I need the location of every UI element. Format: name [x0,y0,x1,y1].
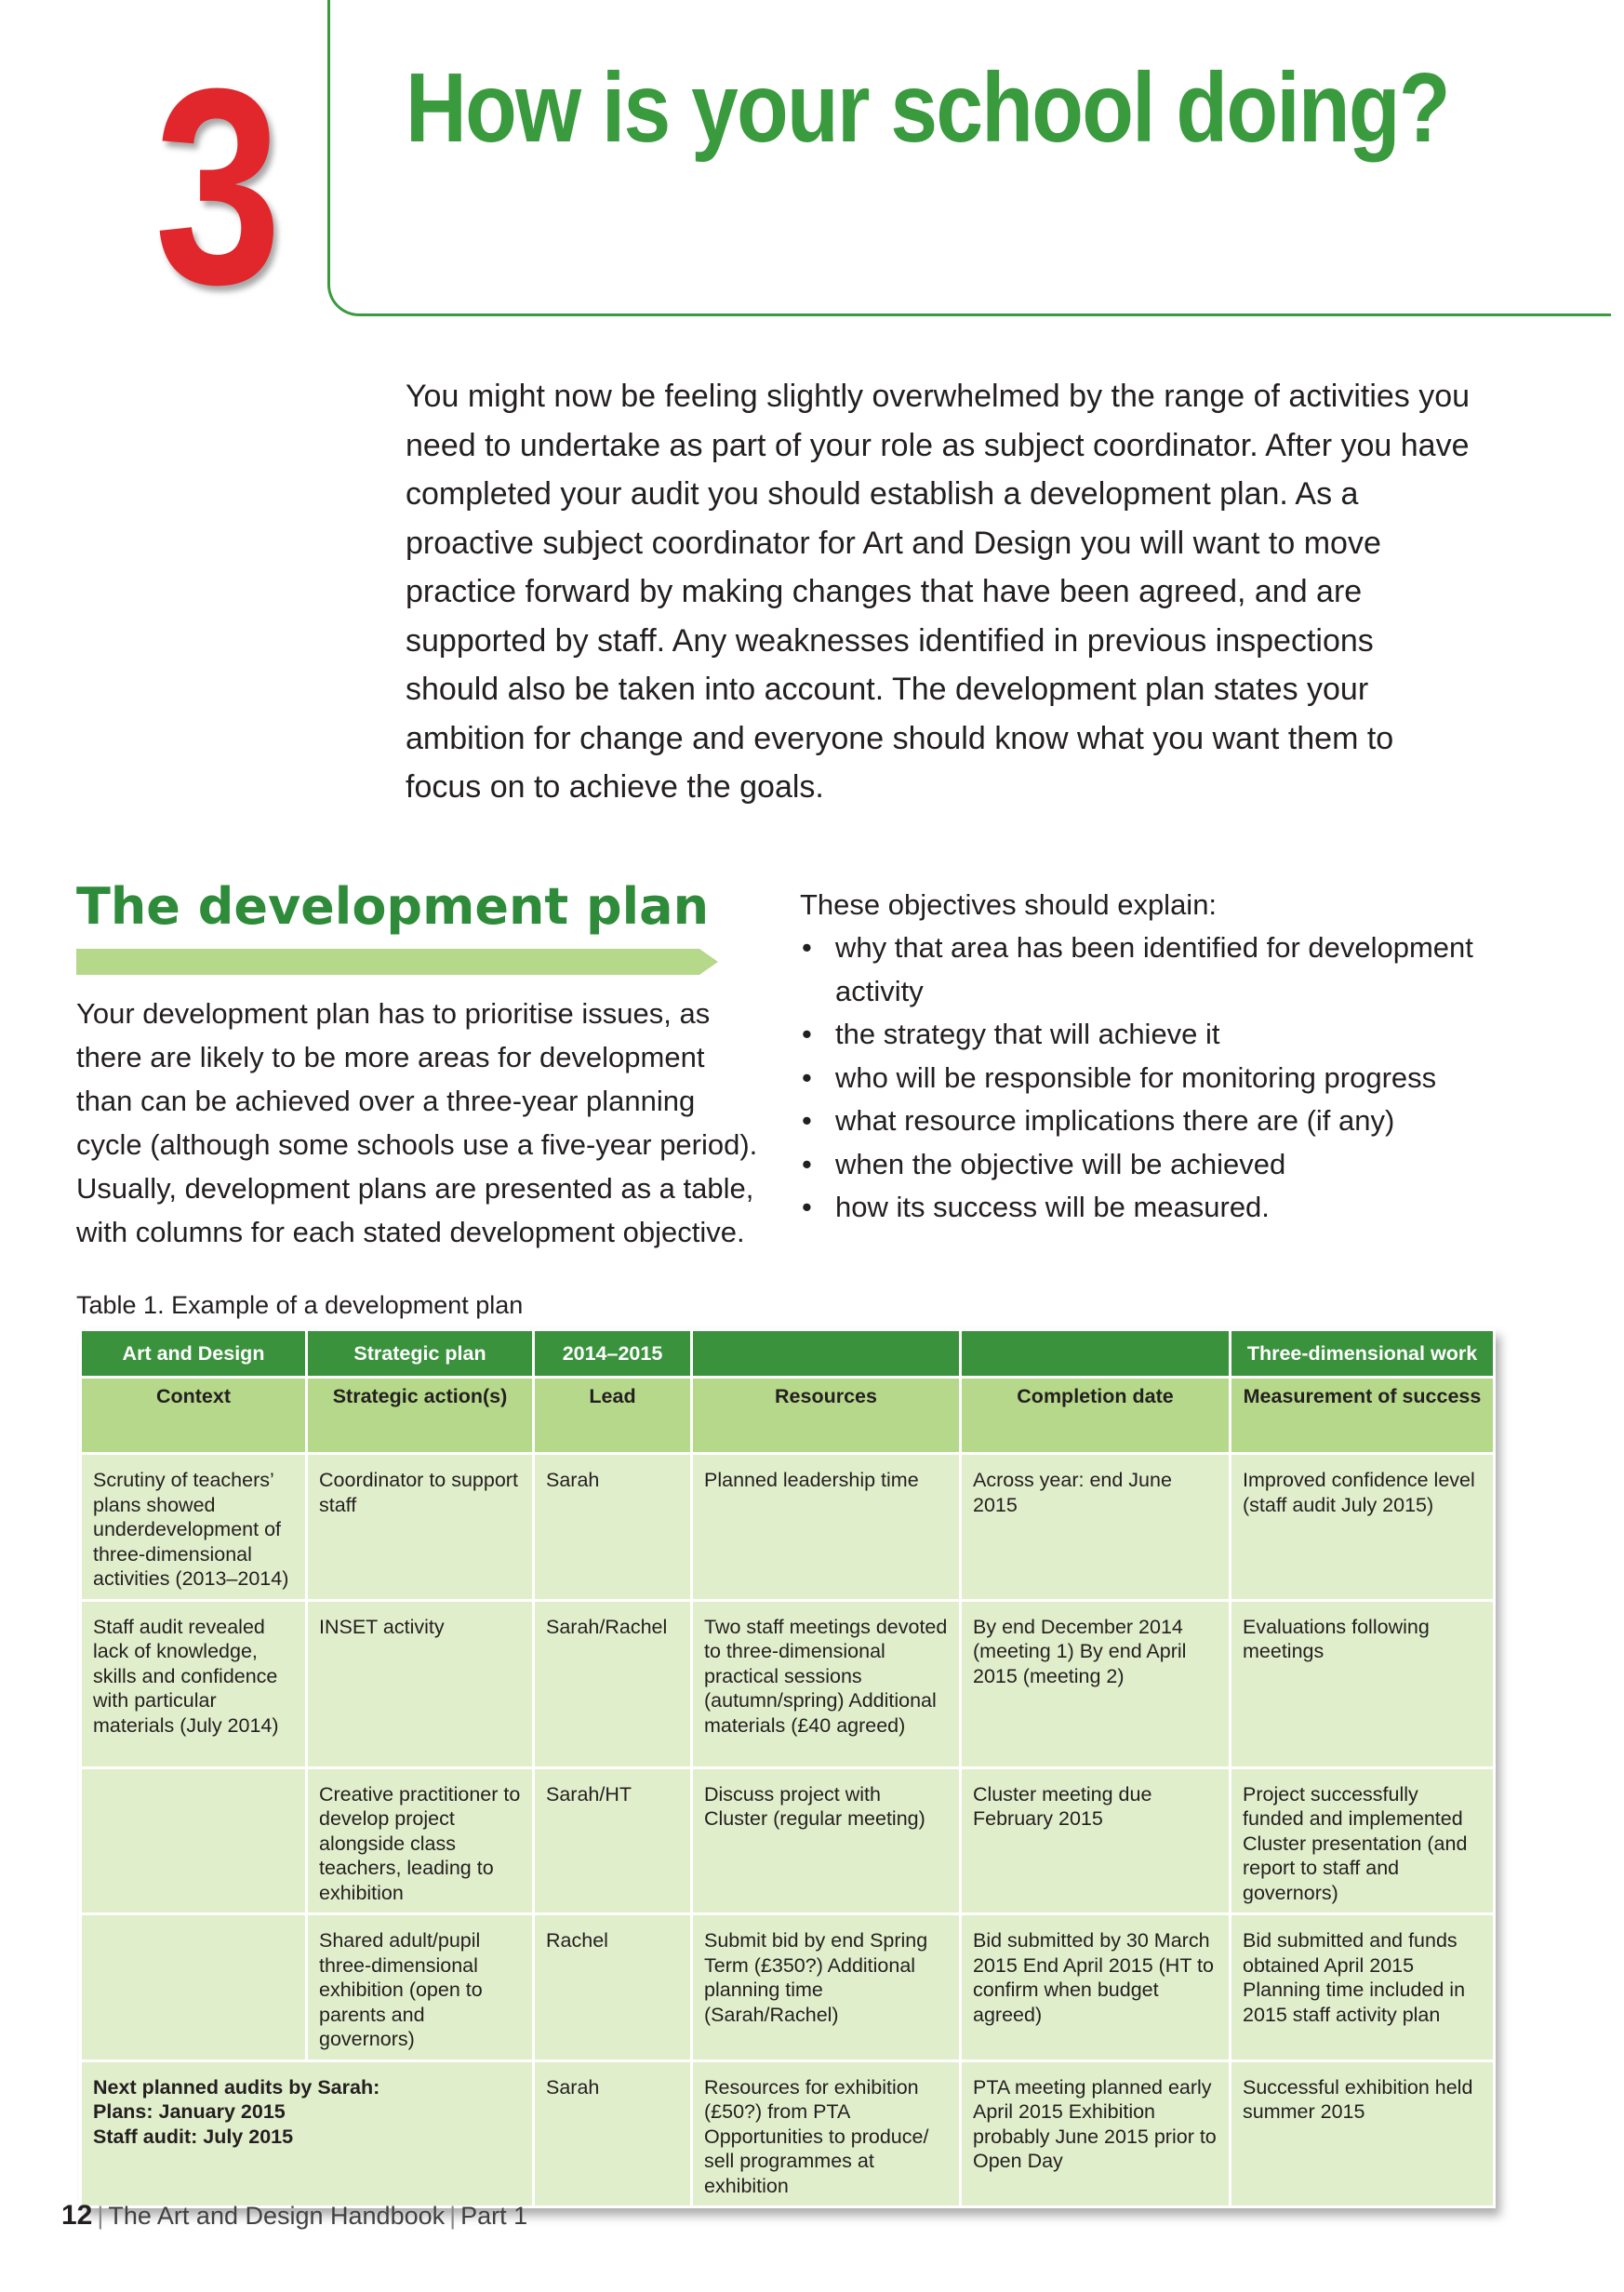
intro-paragraph: You might now be feeling slightly overwhelmed by the range of activities you need to undertake as part of your role as subject coordinator. After you have completed your audit you should establish a development plan. As a proactive subject coordinator for Art and Design you will want to move practice forward by making changes that have been agreed, and are supported by staff. Any weaknesses identified in previous inspections should also be taken into account. The development plan states your ambition for change and everyone should know what you want them to focus on to achieve the goals. [406,379,1471,805]
cell-completion: Bid submitted by 30 March 2015 End April 2015 (HT to confirm when budget agreed) [961,1914,1231,2061]
band-cell: Strategic plan [307,1330,534,1378]
section-body: Your development plan has to prioritise issues, as there are likely to be more areas for development than can be achieved over a three-year planning cycle (although some schools use a five-year period). Usually, development plans are presented as a table, with columns for each stated development objective. [76,997,758,1248]
cell-measure: Project successfully funded and implemented Cluster presentation (and report to staff and governors) [1231,1767,1495,1914]
table-header-row [81,1378,1495,1454]
cell-measure: Improved confidence level (staff audit July 2015) [1231,1454,1495,1601]
table-row [81,1767,1495,1914]
column-header: Completion date [961,1378,1231,1454]
cell-action: Creative practitioner to develop project alongside class teachers, leading to exhibition [307,1767,534,1914]
audit-note-line: Next planned audits by Sarah: [93,2075,380,2099]
cell-resources: Planned leadership time [692,1454,961,1601]
table-band-row [81,1330,1495,1378]
cell-resources: Resources for exhibition (£50?) from PTA Opportunities to produce/ sell programmes at exhibition [692,2060,961,2207]
band-cell: Art and Design [81,1330,307,1378]
development-plan-table [79,1328,1493,2208]
chapter-number: 3 [154,30,282,342]
audit-note-line: Plans: January 2015 [93,2100,286,2123]
objectives-intro: These objectives should explain: [800,888,1218,921]
table-caption: Table 1. Example of a development plan [76,1291,524,1319]
band-cell: 2014–2015 [534,1330,692,1378]
section-heading: The development plan [76,877,710,936]
cell-measure: Successful exhibition held summer 2015 [1231,2060,1495,2207]
column-header: Strategic action(s) [307,1378,534,1454]
table-row [81,1914,1495,2061]
list-item: • when the objective will be achieved [800,1143,1507,1187]
column-header: Context [81,1378,307,1454]
book-part: Part 1 [460,2202,528,2230]
list-item: • how its success will be measured. [800,1186,1507,1230]
cell-lead: Sarah [534,1454,692,1601]
page-number: 12 [61,2200,93,2231]
list-item: • why that area has been identified for development activity [800,926,1507,1013]
cell-resources: Two staff meetings devoted to three-dimensional practical sessions (autumn/spring) Additional materials (£40 agreed) [692,1600,961,1767]
audit-note-line: Staff audit: July 2015 [93,2125,294,2148]
cell-lead: Sarah/Rachel [534,1600,692,1767]
objectives-list [800,926,1507,1230]
band-cell [692,1330,961,1378]
cell-completion: Cluster meeting due February 2015 [961,1767,1231,1914]
cell-action: Coordinator to support staff [307,1454,534,1601]
column-header: Lead [534,1378,692,1454]
table-row [81,1600,1495,1767]
page-title: How is your school doing? [406,53,1449,163]
cell-completion: By end December 2014 (meeting 1) By end April 2015 (meeting 2) [961,1600,1231,1767]
table-row-final [81,2060,1495,2207]
cell-action: Shared adult/pupil three-dimensional exhibition (open to parents and governors) [307,1914,534,2061]
cell-context: Scrutiny of teachers’ plans showed underdevelopment of three-dimensional activities (2013–2014) [81,1454,307,1601]
cell-context [81,1914,307,2061]
cell-resources: Discuss project with Cluster (regular meeting) [692,1767,961,1914]
table-row [81,1454,1495,1601]
cell-measure: Evaluations following meetings [1231,1600,1495,1767]
footer-separator: | [97,2202,104,2230]
cell-measure: Bid submitted and funds obtained April 2015 Planning time included in 2015 staff activity plan [1231,1914,1495,2061]
column-header: Measurement of success [1231,1378,1495,1454]
list-item: • what resource implications there are (if any) [800,1099,1507,1143]
list-item: • the strategy that will achieve it [800,1013,1507,1057]
cell-completion: Across year: end June 2015 [961,1454,1231,1601]
column-header: Resources [692,1378,961,1454]
book-title: The Art and Design Handbook [108,2202,446,2230]
cell-lead: Sarah [534,2060,692,2207]
cell-context: Staff audit revealed lack of knowledge, skills and confidence with particular materials (July 2014) [81,1600,307,1767]
cell-context [81,1767,307,1914]
band-cell: Three-dimensional work [1231,1330,1495,1378]
heading-arrow-bar [76,949,718,975]
page-footer [61,2197,527,2234]
cell-audit-notes [81,2060,534,2207]
band-cell [961,1330,1231,1378]
cell-action: INSET activity [307,1600,534,1767]
cell-completion: PTA meeting planned early April 2015 Exhibition probably June 2015 prior to Open Day [961,2060,1231,2207]
list-item: • who will be responsible for monitoring progress [800,1057,1507,1100]
cell-lead: Rachel [534,1914,692,2061]
cell-lead: Sarah/HT [534,1767,692,1914]
footer-separator: | [449,2202,457,2230]
cell-resources: Submit bid by end Spring Term (£350?) Additional planning time (Sarah/Rachel) [692,1914,961,2061]
